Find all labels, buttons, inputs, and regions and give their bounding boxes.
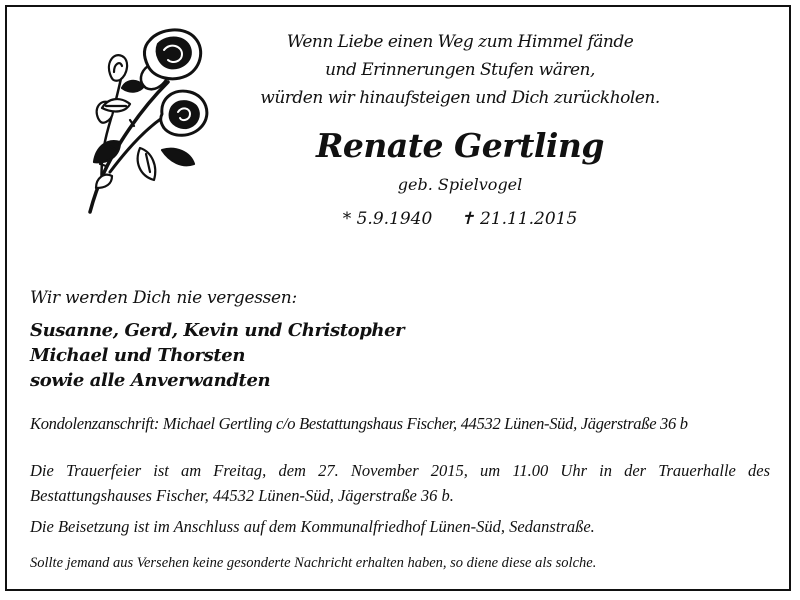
funeral-info: Die Trauerfeier ist am Freitag, dem 27. November 2015, um 11.00 Uhr in der Trauerhalle des Bestattungshauses Fischer, 44532 Lünen-Süd, Jägerstraße 36 b. [30,461,770,505]
deceased-name: Renate Gertling [316,126,604,165]
burial-info: Die Beisetzung ist im Anschluss auf dem Kommunalfriedhof Lünen-Süd, Sedanstraße. [30,517,595,536]
header-block [250,28,670,232]
mourner-line: Susanne, Gerd, Kevin und Christopher [30,320,405,341]
birth-date: * 5.9.1940 [342,209,433,229]
condolence-address: Kondolenzanschrift: Michael Gertling c/o Bestattungshaus Fischer, 44532 Lünen-Süd, Jägerstraße 36 b [30,414,688,433]
maiden-name: geb. Spielvogel [397,175,523,194]
poem-line: und Erinnerungen Stufen wären, [325,60,595,80]
farewell-line: Wir werden Dich nie vergessen: [30,288,297,308]
rose-icon [50,22,225,217]
mourners-list [30,318,404,393]
notice-text: Sollte jemand aus Versehen keine gesonderte Nachricht erhalten haben, so diene diese als solche. [30,555,597,571]
death-date: ✝ 21.11.2015 [460,209,578,229]
poem-line: würden wir hinaufsteigen und Dich zurückholen. [260,88,660,108]
mourner-line: Michael und Thorsten [30,345,246,366]
life-dates [250,206,670,232]
poem [250,28,670,112]
mourner-line: sowie alle Anverwandten [30,370,271,391]
poem-line: Wenn Liebe einen Weg zum Himmel fände [286,32,634,52]
